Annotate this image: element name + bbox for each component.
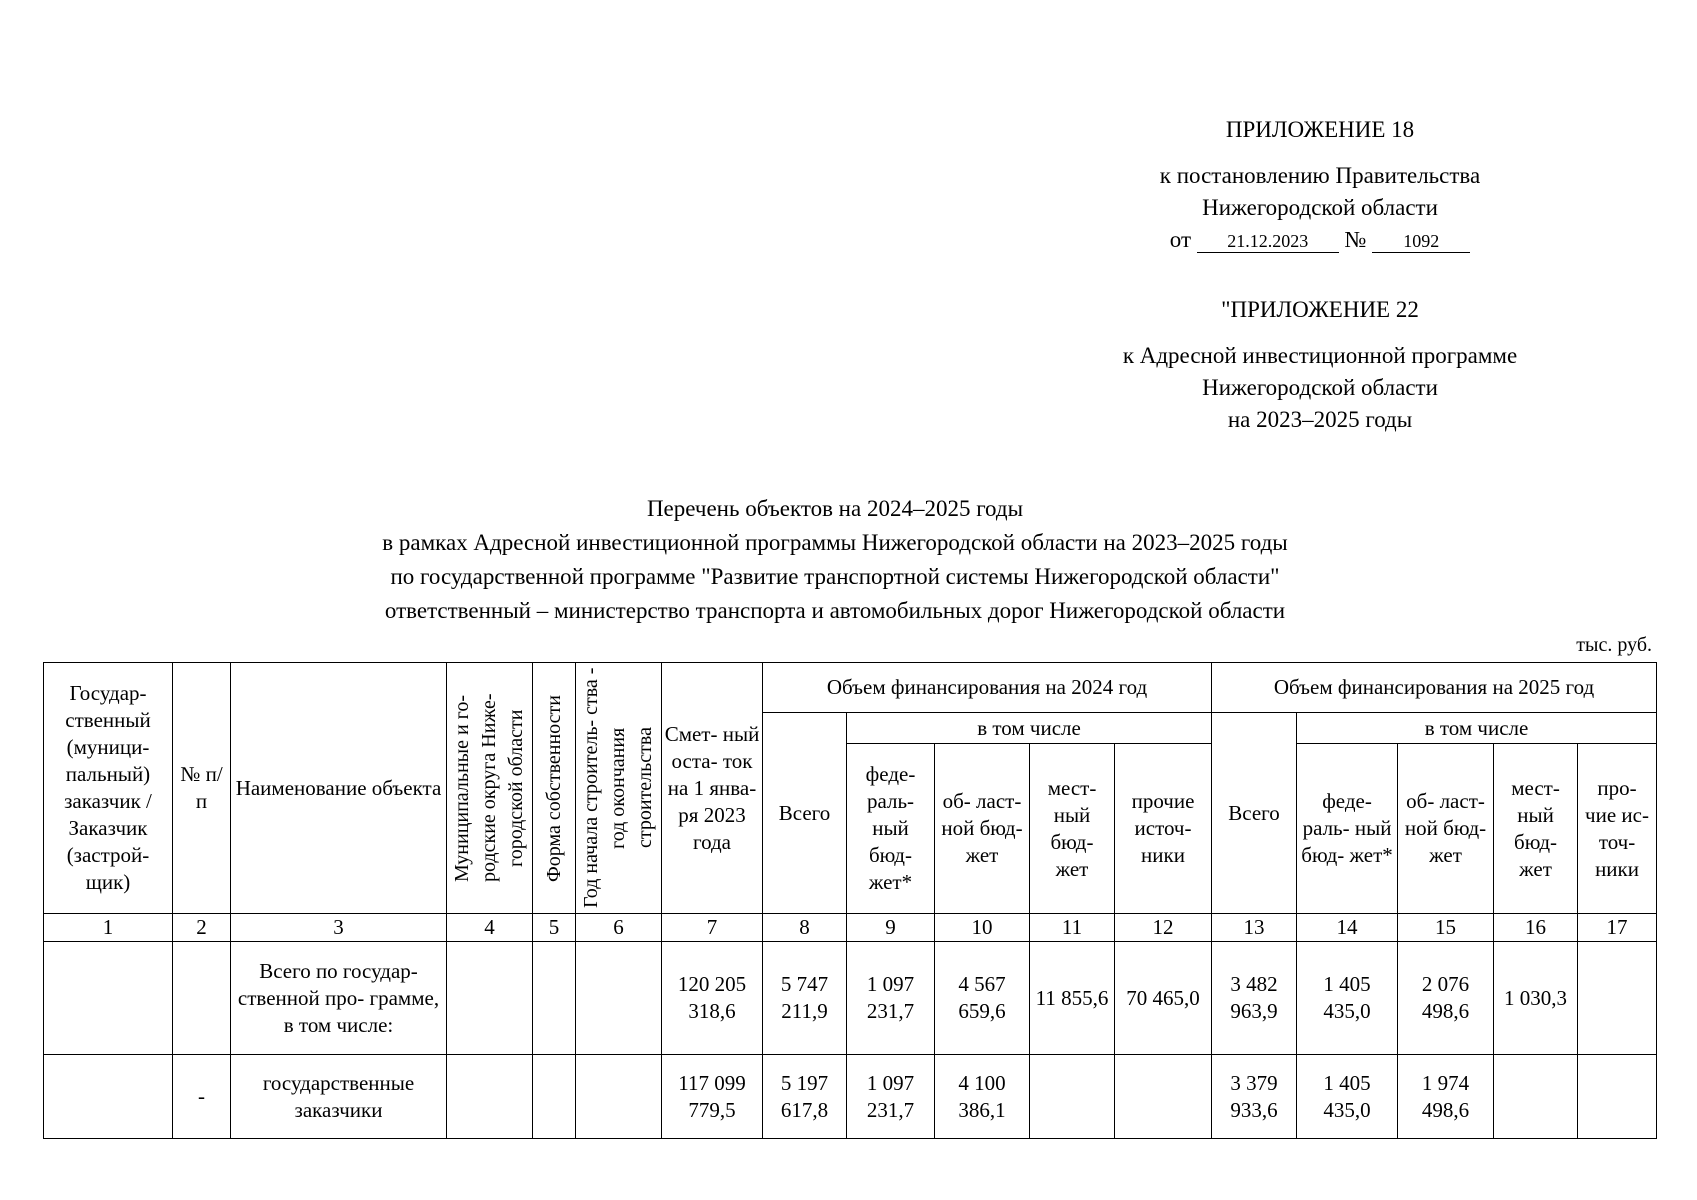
decree-number: 1092 — [1372, 230, 1470, 253]
objects-table — [43, 662, 1657, 1139]
col-num-13: 13 — [1212, 914, 1297, 942]
appendix-22-line1: к Адресной инвестиционной программе — [1122, 343, 1518, 368]
cell-regional-2025: 2 076 498,6 — [1398, 942, 1494, 1055]
header-estimate: Смет- ный оста- ток на 1 янва- ря 2023 года — [662, 663, 763, 914]
cell-years — [576, 942, 662, 1055]
cell-other-2024: 70 465,0 — [1115, 942, 1212, 1055]
appendix-18-line2: Нижегородской области — [1202, 195, 1438, 220]
header-including-2024: в том числе — [847, 713, 1212, 744]
cell-customer — [44, 1055, 173, 1139]
header-num: № п/п — [173, 663, 231, 914]
col-num-7: 7 — [662, 914, 763, 942]
list-title-line3: по государственной программе "Развитие транспортной системы Нижегородской области" — [390, 564, 1280, 589]
col-num-2: 2 — [173, 914, 231, 942]
cell-ownership — [533, 1055, 576, 1139]
cell-federal-2025: 1 405 435,0 — [1297, 1055, 1398, 1139]
col-num-1: 1 — [44, 914, 173, 942]
list-title-line2: в рамках Адресной инвестиционной программы Нижегородской области на 2023–2025 годы — [382, 530, 1288, 555]
header-fin-2024: Объем финансирования на 2024 год — [763, 663, 1212, 713]
cell-municipal — [447, 942, 533, 1055]
col-num-6: 6 — [576, 914, 662, 942]
list-title-line1: Перечень объектов на 2024–2025 годы — [646, 496, 1024, 521]
header-including-2025: в том числе — [1297, 713, 1657, 744]
header-customer: Государ- ственный (муници- пальный) заказчик / Заказчик (застрой- щик) — [44, 663, 173, 914]
appendix-22-line2: Нижегородской области — [1202, 375, 1438, 400]
header-municipal-cell — [447, 663, 533, 914]
header-federal-2025: феде- раль- ный бюд- жет* — [1297, 744, 1398, 914]
table-row — [44, 942, 1657, 1055]
appendix-22-header — [1040, 294, 1600, 436]
cell-local-2024 — [1030, 1055, 1115, 1139]
header-total-2024: Всего — [763, 713, 847, 914]
cell-municipal — [447, 1055, 533, 1139]
cell-total-2025: 3 482 963,9 — [1212, 942, 1297, 1055]
cell-ownership — [533, 942, 576, 1055]
cell-estimate: 117 099 779,5 — [662, 1055, 763, 1139]
col-num-15: 15 — [1398, 914, 1494, 942]
header-ownership-cell — [533, 663, 576, 914]
list-title — [200, 492, 1470, 628]
header-federal-2024: феде- раль- ный бюд- жет* — [847, 744, 935, 914]
appendix-18-header — [1040, 114, 1600, 256]
header-regional-2025: об- ласт- ной бюд- жет — [1398, 744, 1494, 914]
cell-local-2025: 1 030,3 — [1494, 942, 1578, 1055]
appendix-22-title: "ПРИЛОЖЕНИЕ 22 — [1221, 297, 1419, 322]
cell-name: Всего по государ- ственной про- грамме, в том числе: — [231, 942, 447, 1055]
appendix-18-line1: к постановлению Правительства — [1159, 163, 1481, 188]
col-num-4: 4 — [447, 914, 533, 942]
cell-years — [576, 1055, 662, 1139]
cell-federal-2025: 1 405 435,0 — [1297, 942, 1398, 1055]
col-num-3: 3 — [231, 914, 447, 942]
col-num-16: 16 — [1494, 914, 1578, 942]
col-num-10: 10 — [935, 914, 1030, 942]
col-num-17: 17 — [1578, 914, 1657, 942]
appendix-22-line3: на 2023–2025 годы — [1227, 407, 1413, 432]
cell-total-2024: 5 747 211,9 — [763, 942, 847, 1055]
cell-estimate: 120 205 318,6 — [662, 942, 763, 1055]
header-years: Год начала строитель- ства - год окончания строительства — [580, 667, 656, 909]
header-total-2025: Всего — [1212, 713, 1297, 914]
cell-federal-2024: 1 097 231,7 — [847, 1055, 935, 1139]
decree-date-line — [1040, 224, 1600, 256]
cell-num: - — [173, 1055, 231, 1139]
cell-other-2025 — [1578, 942, 1657, 1055]
cell-total-2024: 5 197 617,8 — [763, 1055, 847, 1139]
table-row — [44, 1055, 1657, 1139]
decree-date: 21.12.2023 — [1197, 230, 1339, 253]
header-years-cell — [576, 663, 662, 914]
cell-regional-2024: 4 567 659,6 — [935, 942, 1030, 1055]
units-label: тыс. руб. — [1576, 634, 1652, 656]
col-num-8: 8 — [763, 914, 847, 942]
cell-num — [173, 942, 231, 1055]
cell-other-2025 — [1578, 1055, 1657, 1139]
col-num-14: 14 — [1297, 914, 1398, 942]
cell-regional-2024: 4 100 386,1 — [935, 1055, 1030, 1139]
col-num-11: 11 — [1030, 914, 1115, 942]
header-local-2024: мест- ный бюд- жет — [1030, 744, 1115, 914]
cell-customer — [44, 942, 173, 1055]
cell-federal-2024: 1 097 231,7 — [847, 942, 935, 1055]
header-fin-2025: Объем финансирования на 2025 год — [1212, 663, 1657, 713]
cell-total-2025: 3 379 933,6 — [1212, 1055, 1297, 1139]
col-num-9: 9 — [847, 914, 935, 942]
column-numbers-row — [44, 914, 1657, 942]
header-other-2025: про- чие ис- точ- ники — [1578, 744, 1657, 914]
cell-other-2024 — [1115, 1055, 1212, 1139]
header-other-2024: прочие источ- ники — [1115, 744, 1212, 914]
col-num-12: 12 — [1115, 914, 1212, 942]
number-label: № — [1344, 227, 1367, 252]
cell-local-2024: 11 855,6 — [1030, 942, 1115, 1055]
cell-regional-2025: 1 974 498,6 — [1398, 1055, 1494, 1139]
col-num-5: 5 — [533, 914, 576, 942]
header-local-2025: мест- ный бюд- жет — [1494, 744, 1578, 914]
list-title-line4: ответственный – министерство транспорта и автомобильных дорог Нижегородской области — [384, 598, 1286, 623]
appendix-18-title: ПРИЛОЖЕНИЕ 18 — [1225, 117, 1415, 142]
header-ownership: Форма собственности — [542, 694, 565, 882]
cell-name: государственные заказчики — [231, 1055, 447, 1139]
from-label: от — [1169, 227, 1192, 252]
cell-local-2025 — [1494, 1055, 1578, 1139]
header-regional-2024: об- ласт- ной бюд- жет — [935, 744, 1030, 914]
header-municipal: Муниципальные и го- родские округа Ниже- городской области — [451, 693, 527, 883]
header-name: Наименование объекта — [231, 663, 447, 914]
header-row-1 — [44, 663, 1657, 713]
